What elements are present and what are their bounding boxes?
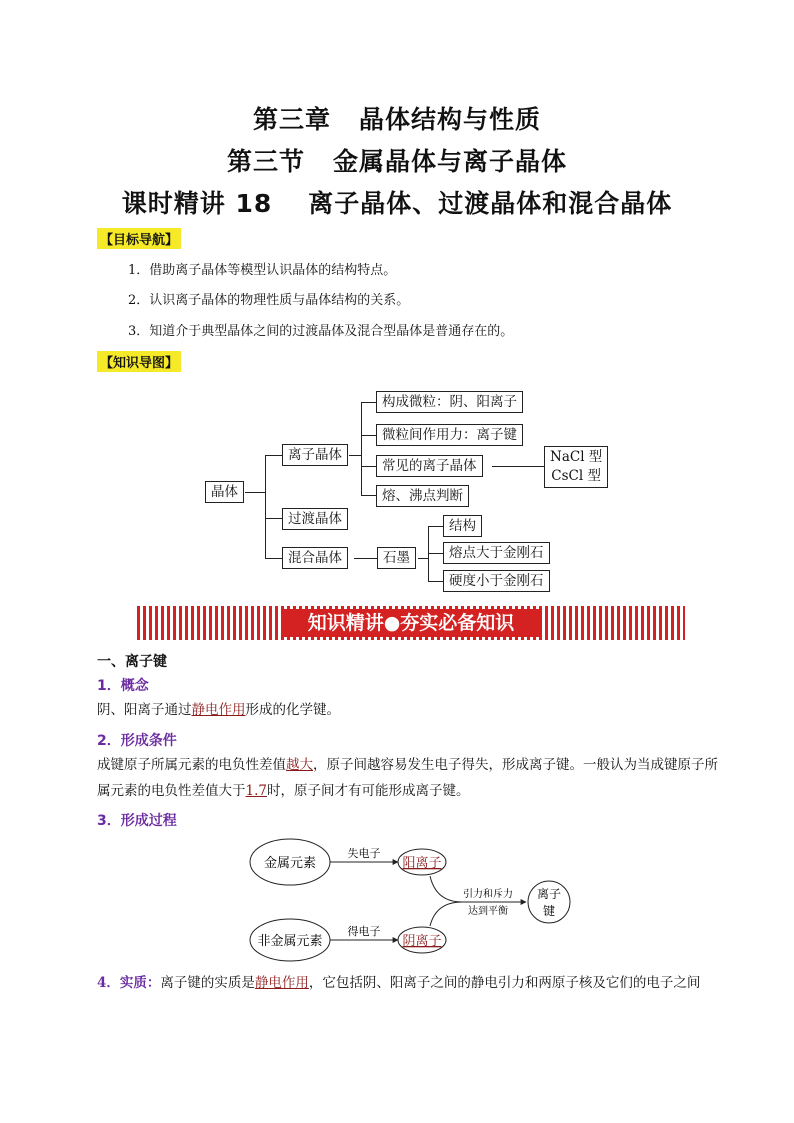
heading-concept: 1．概念 <box>97 678 149 694</box>
metal-label: 金属元素 <box>263 856 317 871</box>
section-name: 金属晶体与离子晶体 <box>333 147 568 176</box>
type-nacl: NaCl 型 <box>550 449 603 465</box>
section-number: 第三节 <box>226 147 305 176</box>
mindmap-tag: 【知识导图】 <box>97 351 181 372</box>
lesson-name: 离子晶体、过渡晶体和混合晶体 <box>308 189 673 218</box>
goal-item-3: 3．知道介于典型晶体之间的过渡晶体及混合型晶体是普通存在的。 <box>128 324 514 339</box>
mindmap-common-types <box>544 446 608 488</box>
mindmap-mixed: 混合晶体 <box>282 547 348 569</box>
type-cscl: CsCl 型 <box>551 468 601 484</box>
answer-underline: 1.7 <box>245 783 267 799</box>
banner-title: 知识精讲●夯实必备知识 <box>283 609 539 637</box>
goal-item-1: 1．借助离子晶体等模型认识晶体的结构特点。 <box>128 263 397 278</box>
text: 离子键的实质是 <box>160 975 255 991</box>
text: 成键原子所属元素的电负性差值 <box>97 757 286 773</box>
paragraph-essence <box>97 970 727 996</box>
chapter-title <box>0 100 794 136</box>
cation-label: 阳离子 <box>402 856 442 871</box>
heading-conditions: 2．形成条件 <box>97 733 177 749</box>
mindmap-graphite-child-1: 结构 <box>443 515 482 537</box>
mindmap-ionic-child-1: 构成微粒：阴、阳离子 <box>376 391 523 413</box>
lesson-title <box>0 184 794 220</box>
goals-tag: 【目标导航】 <box>97 228 181 249</box>
mindmap-ionic-child-3: 常见的离子晶体 <box>376 455 483 477</box>
mindmap-ionic-child-4: 熔、沸点判断 <box>376 485 469 507</box>
heading-process: 3．形成过程 <box>97 813 177 829</box>
anion-label: 阴离子 <box>402 934 442 949</box>
balance-label-2: 达到平衡 <box>468 906 508 917</box>
section-heading-ionic-bond: 一、离子键 <box>97 654 167 670</box>
ionic-bond-label-1: 离子 <box>536 887 562 901</box>
text: 时，原子间才有可能形成离子键。 <box>266 783 470 799</box>
mindmap-root: 晶体 <box>205 481 244 503</box>
gain-electron-label: 得电子 <box>347 925 381 938</box>
heading-essence: 4．实质 <box>97 975 147 991</box>
balance-label-1: 引力和斥力 <box>463 889 513 900</box>
text: 形成的化学键。 <box>245 702 340 718</box>
text: ，它包括阴、阳离子之间的静电引力和两原子核及它们的电子之间 <box>308 975 701 991</box>
paragraph-conditions <box>97 752 727 804</box>
answer-underline: 越大 <box>286 757 313 773</box>
mindmap-graphite: 石墨 <box>377 547 416 569</box>
lesson-number: 课时精讲 18 <box>121 189 273 218</box>
goal-item-2: 2．认识离子晶体的物理性质与晶体结构的关系。 <box>128 293 410 308</box>
ionic-bond-label-2: 键 <box>542 904 556 918</box>
answer-underline: 静电作用 <box>254 975 309 991</box>
mindmap-ionic: 离子晶体 <box>282 444 348 466</box>
answer-underline: 静电作用 <box>191 702 246 718</box>
text: 阴、阳离子通过 <box>97 702 192 718</box>
chapter-name: 晶体结构与性质 <box>359 105 542 134</box>
mindmap-graphite-child-2: 熔点大于金刚石 <box>443 542 550 564</box>
section-title <box>0 142 794 178</box>
text: ： <box>146 975 161 991</box>
text: ，原子间越容易发生电子得失，形成离子键。一般认为当成键原子所属元素的电负性差值大于 <box>97 757 718 799</box>
lose-electron-label: 失电子 <box>347 847 381 860</box>
paragraph-concept <box>97 697 727 723</box>
mindmap-graphite-child-3: 硬度小于金刚石 <box>443 570 550 592</box>
formation-diagram <box>240 832 580 962</box>
mindmap-ionic-child-2: 微粒间作用力：离子键 <box>376 424 523 446</box>
chapter-number: 第三章 <box>252 105 331 134</box>
mindmap-transition: 过渡晶体 <box>282 508 348 530</box>
nonmetal-label: 非金属元素 <box>257 934 323 949</box>
